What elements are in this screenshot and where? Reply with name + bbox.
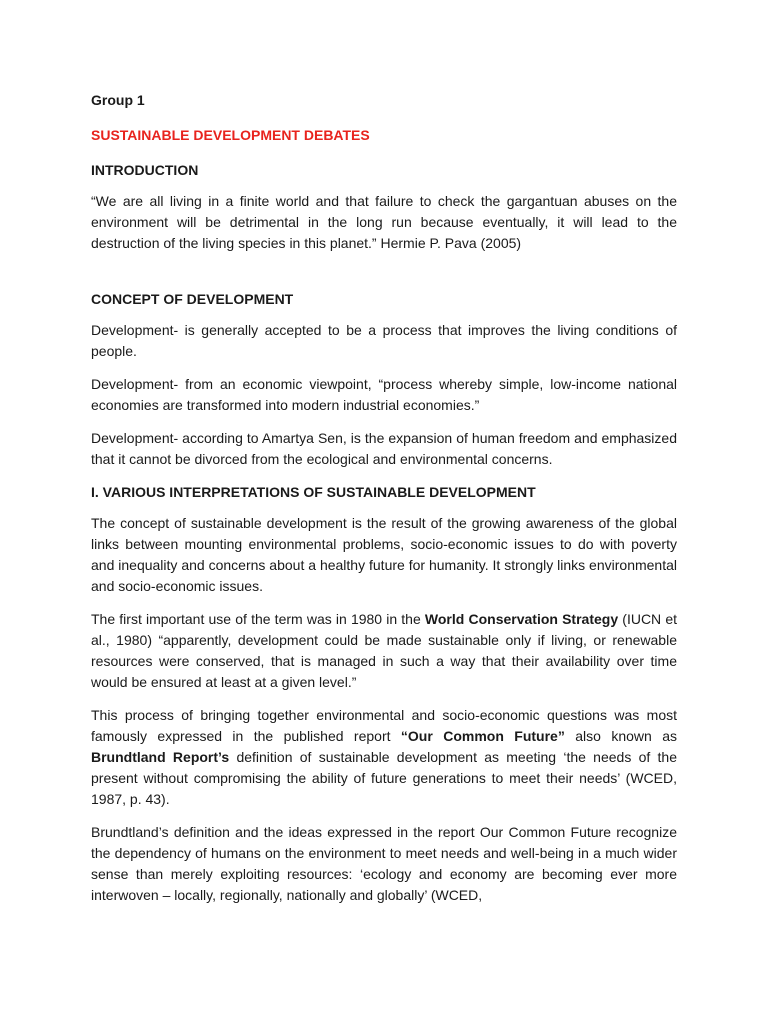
our-common-future: “Our Common Future” [400,728,565,744]
group-label: Group 1 [91,92,145,108]
concept-paragraph-3: Development- according to Amartya Sen, is the expansion of human freedom and emphasized that it cannot be divorced from the ecological and environmental concerns. [91,430,677,467]
p2-text-before: The first important use of the term was in 1980 in the [91,611,425,627]
introduction-heading: INTRODUCTION [91,162,199,178]
interpretations-paragraph-2 [91,609,677,693]
document-title: SUSTAINABLE DEVELOPMENT DEBATES [91,127,370,143]
introduction-quote: “We are all living in a finite world and that failure to check the gargantuan abuses on the environment will be detrimental in the long run because eventually, it will lead to the destruction of the living species in this planet.” Hermie P. Pava (2005) [91,193,677,251]
concept-heading: CONCEPT OF DEVELOPMENT [91,291,294,307]
world-conservation-strategy: World Conservation Strategy [424,611,619,627]
interpretations-heading: I. VARIOUS INTERPRETATIONS OF SUSTAINABLE DEVELOPMENT [91,484,536,500]
section-spacer [91,266,677,289]
p2-text-after: (IUCN et al., 1980) “apparently, development could be made sustainable only if living, or renewable resources were conserved, that is managed in such a way that their availability over time would be ensured at least at a given level.” [91,611,677,690]
brundtland-report: Brundtland Report’s [91,749,230,765]
p3-text-c: definition of sustainable development as meeting ‘the needs of the present without compromising the ability of future generations to meet their needs’ (WCED, 1987, p. 43). [91,749,677,807]
interpretations-paragraph-4: Brundtland’s definition and the ideas expressed in the report Our Common Future recognize the dependency of humans on the environment to meet needs and well-being in a much wider sense than merely exploiting resources: ‘ecology and economy are becoming ever more interwoven – locally, regionally, nationally and globally’ (WCED, [91,824,677,903]
concept-paragraph-2: Development- from an economic viewpoint, “process whereby simple, low-income national economies are transformed into modern industrial economies.” [91,376,677,413]
p3-text-b: also known as [564,728,677,744]
interpretations-paragraph-1: The concept of sustainable development is the result of the growing awareness of the global links between mounting environmental problems, socio-economic issues to do with poverty and inequality and concerns about a healthy future for humanity. It strongly links environmental and socio-economic issues. [91,515,677,594]
concept-paragraph-1: Development- is generally accepted to be a process that improves the living conditions of people. [91,322,677,359]
p3-text-a: This process of bringing together environmental and socio-economic questions was most famously expressed in the published report [91,707,677,744]
interpretations-paragraph-3 [91,705,677,810]
